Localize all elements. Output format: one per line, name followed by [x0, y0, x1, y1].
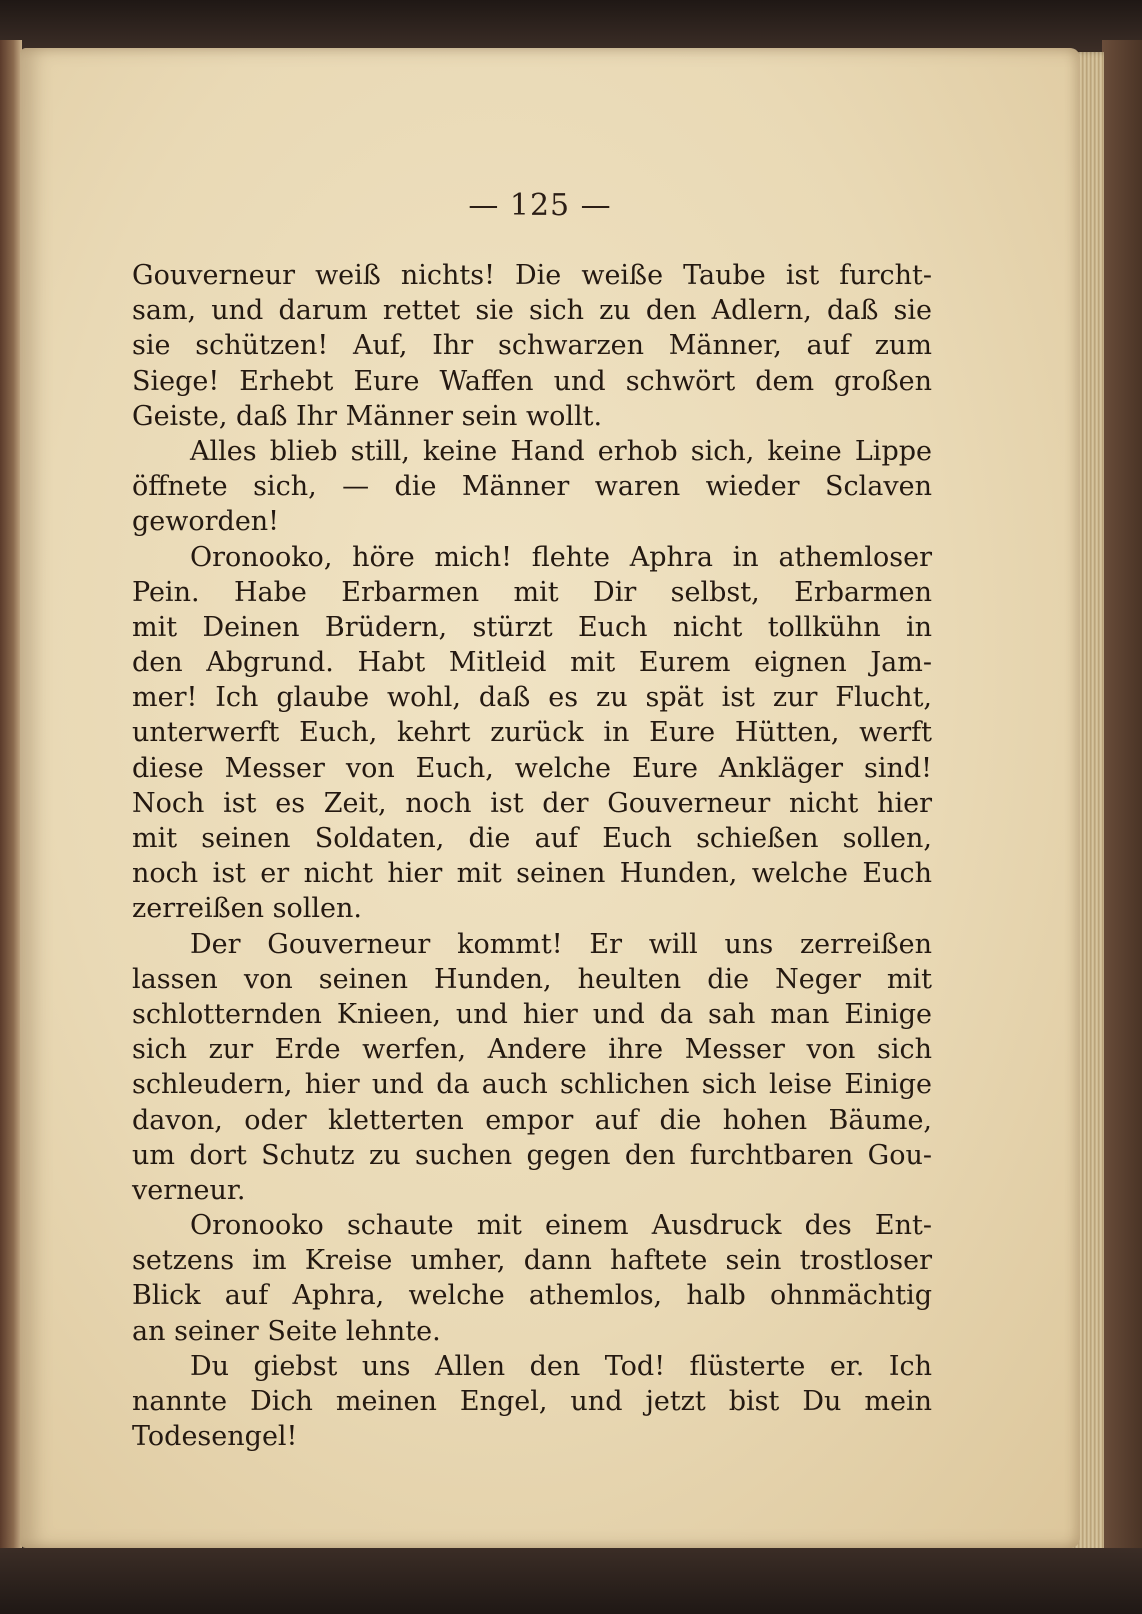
text-line: schlotternden Knieen, und hier und da sah man Einige — [132, 998, 932, 1030]
text-line: Du giebst uns Allen den Tod! flüsterte er. Ich — [190, 1350, 932, 1382]
text-line: mer! Ich glaube wohl, daß es zu spät ist zur Flucht, — [132, 682, 932, 714]
text-line: geworden! — [132, 506, 280, 538]
text-line: Oronooko schaute mit einem Ausdruck des Ent- — [190, 1210, 932, 1242]
text-line: Todesengel! — [132, 1421, 298, 1453]
page-number: — 125 — — [468, 188, 612, 223]
text-line: an seiner Seite lehnte. — [132, 1315, 441, 1347]
text-line: setzens im Kreise umher, dann haftete sein trostloser — [132, 1245, 932, 1277]
text-line: nannte Dich meinen Engel, und jetzt bist Du mein — [132, 1386, 932, 1417]
text-line: Noch ist es Zeit, noch ist der Gouverneur nicht hier — [132, 787, 932, 819]
text-line: schleudern, hier und da auch schlichen sich leise Einige — [132, 1069, 932, 1101]
text-line: diese Messer von Euch, welche Eure Ankläger sind! — [132, 752, 932, 784]
text-line: Blick auf Aphra, welche athemlos, halb ohnmächtig — [132, 1280, 932, 1312]
text-line: sich zur Erde werfen, Andere ihre Messer von sich — [132, 1034, 932, 1066]
text-line: verneur. — [132, 1174, 246, 1206]
book-spine — [0, 40, 22, 1580]
text-line: Der Gouverneur kommt! Er will uns zerreißen — [190, 928, 932, 960]
text-line: mit seinen Soldaten, die auf Euch schießen sollen, — [132, 823, 932, 854]
text-line: zerreißen sollen. — [132, 893, 362, 925]
text-line: Pein. Habe Erbarmen mit Dir selbst, Erbarmen — [132, 576, 932, 608]
text-line: sam, und darum rettet sie sich zu den Adlern, daß sie — [132, 295, 932, 327]
text-line: Alles blieb still, keine Hand erhob sich, keine Lippe — [190, 435, 932, 467]
text-line: sie schützen! Auf, Ihr schwarzen Männer, auf zum — [132, 330, 932, 362]
text-line: Siege! Erhebt Eure Waffen und schwört dem großen — [132, 365, 932, 397]
text-line: unterwerft Euch, kehrt zurück in Eure Hütten, werft — [132, 717, 932, 749]
text-line: mit Deinen Brüdern, stürzt Euch nicht tollkühn in — [132, 611, 932, 643]
scan-background-bottom — [0, 1548, 1142, 1614]
book-cover-edge — [1102, 40, 1142, 1580]
book-page — [20, 48, 1080, 1548]
body-text — [132, 258, 932, 1454]
scan-background-top — [0, 0, 1142, 50]
text-line: davon, oder kletterten empor auf die hohen Bäume, — [132, 1104, 932, 1136]
text-line: noch ist er nicht hier mit seinen Hunden, welche Euch — [132, 858, 932, 890]
text-line: Oronooko, höre mich! flehte Aphra in athemloser — [190, 541, 932, 573]
text-line: um dort Schutz zu suchen gegen den furchtbaren Gou- — [132, 1139, 932, 1171]
text-line: Gouverneur weiß nichts! Die weiße Taube ist furcht- — [132, 260, 932, 291]
text-line: Geiste, daß Ihr Männer sein wollt. — [132, 400, 603, 432]
text-line: den Abgrund. Habt Mitleid mit Eurem eignen Jam- — [132, 647, 932, 679]
text-line: öffnete sich, — die Männer waren wieder Sclaven — [132, 471, 932, 503]
text-line: lassen von seinen Hunden, heulten die Neger mit — [132, 963, 932, 995]
